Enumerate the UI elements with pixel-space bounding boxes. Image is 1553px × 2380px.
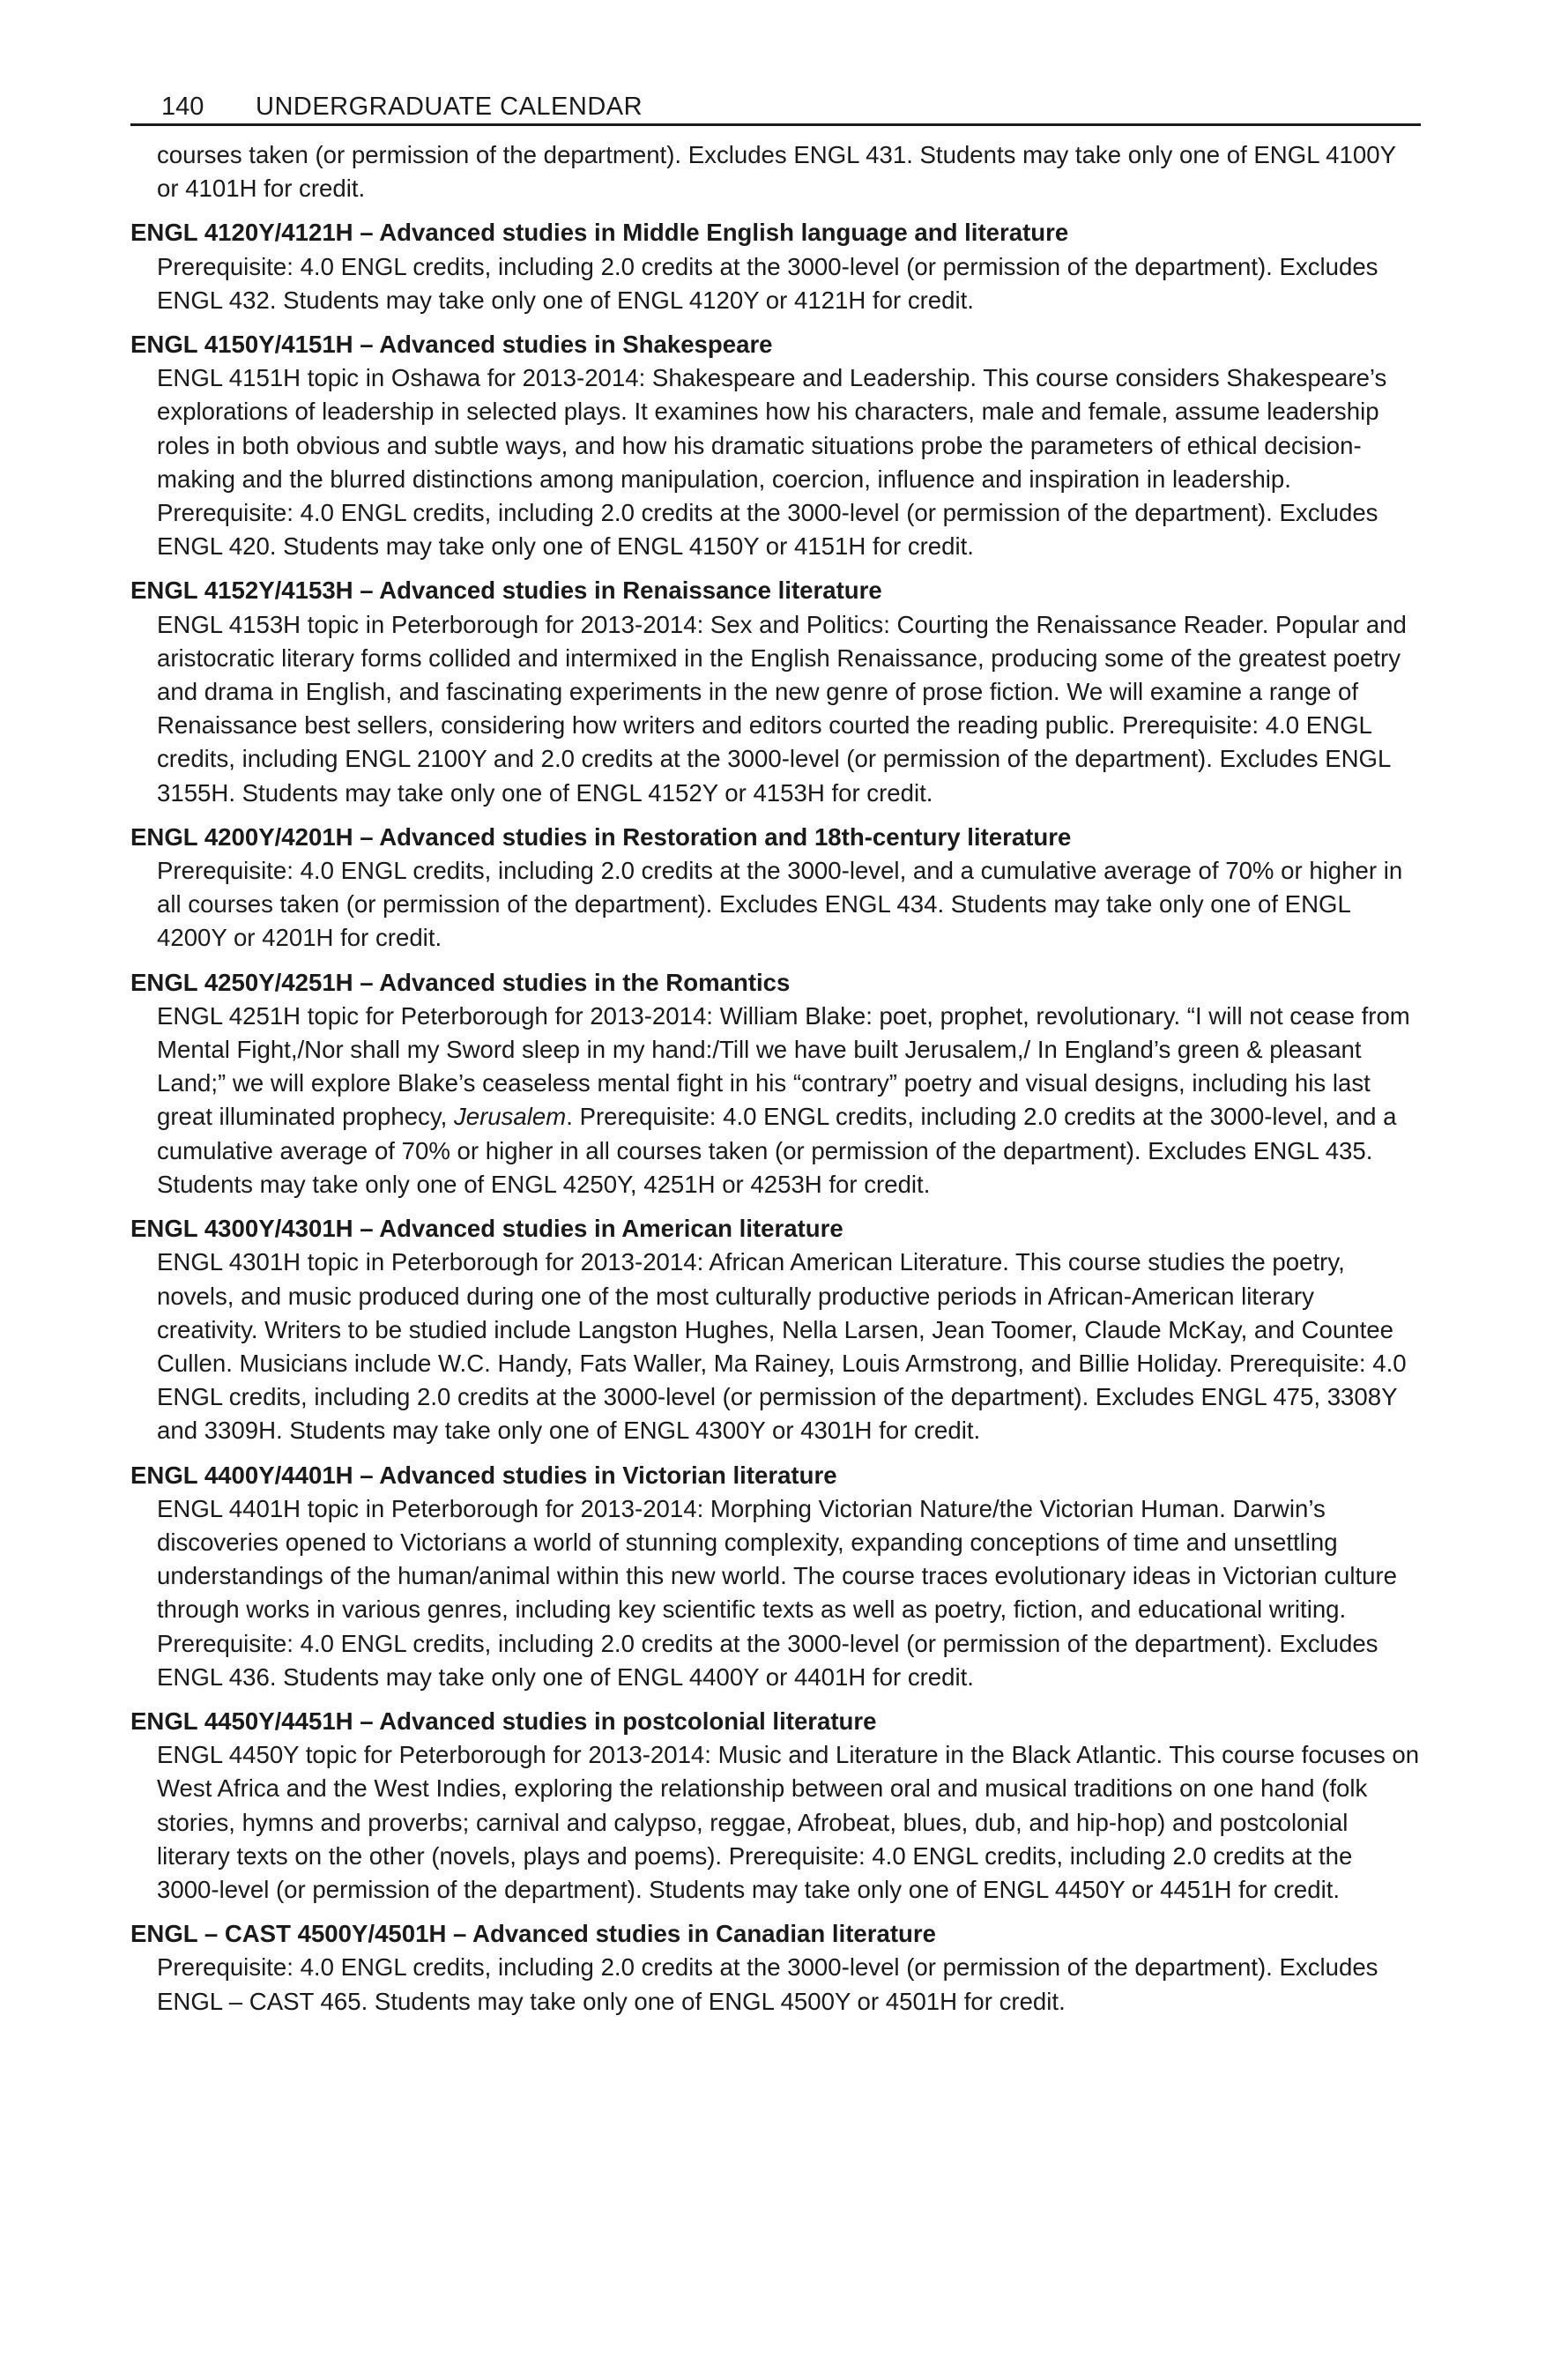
course-description: ENGL 4151H topic in Oshawa for 2013-2014: Shakespeare and Leadership. This course considers Shakespeare’s explorations of leadership in selected plays. It examines how his characters, male and female, assume leadership roles in both obvious and subtle ways, and how his dramatic situations probe the parameters of ethical decision-making and the blurred distinctions among manipulation, coercion, influence and inspiration in leadership. Prerequisite: 4.0 ENGL credits, including 2.0 credits at the 3000-level (or permission of the department). Excludes ENGL 420. Students may take only one of ENGL 4150Y or 4151H for credit. (157, 364, 1387, 561)
course-description: ENGL 4301H topic in Peterborough for 2013-2014: African American Literature. This course studies the poetry, novels, and music produced during one of the most culturally productive periods in African-American literary creativity. Writers to be studied include Langston Hughes, Nella Larsen, Jean Toomer, Claude McKay, and Countee Cullen. Musicians include W.C. Handy, Fats Waller, Ma Rainey, Louis Armstrong, and Billie Holiday. Prerequisite: 4.0 ENGL credits, including 2.0 credits at the 3000-level (or permission of the department). Excludes ENGL 475, 3308Y and 3309H. Students may take only one of ENGL 4300Y or 4301H for credit. (157, 1248, 1407, 1445)
continued-text: courses taken (or permission of the department). Excludes ENGL 431. Students may take only one of ENGL 4100Y or 4101H for credit. (157, 141, 1396, 203)
course-title: ENGL 4120Y/4121H – Advanced studies in Middle English language and literature (130, 219, 1069, 247)
course-entry (130, 966, 1421, 1201)
course-description (130, 1000, 1421, 1201)
course-description: Prerequisite: 4.0 ENGL credits, including 2.0 credits at the 3000-level, and a cumulative average of 70% or higher in all courses taken (or permission of the department). Excludes ENGL 434. Students may take only one of ENGL 4200Y or 4201H for credit. (157, 857, 1403, 952)
course-entry (130, 574, 1421, 809)
course-description: ENGL 4153H topic in Peterborough for 2013-2014: Sex and Politics: Courting the Renaissance Reader. Popular and aristocratic literary forms collided and intermixed in the English Renaissance, producing some of the greatest poetry and drama in English, and fascinating experiments in the new genre of prose fiction. We will examine a range of Renaissance best sellers, considering how writers and editors courted the reading public. Prerequisite: 4.0 ENGL credits, including ENGL 2100Y and 2.0 credits at the 3000-level (or permission of the department). Excludes ENGL 3155H. Students may take only one of ENGL 4152Y or 4153H for credit. (157, 610, 1407, 807)
description-text: . Prerequisite: 4.0 ENGL credits, including 2.0 credits at the 3000-level, and a cumulative average of 70% or higher in all courses taken (or permission of the department). Excludes ENGL 435. Students may take only one of ENGL 4250Y, 4251H or 4253H for credit. (157, 1103, 1397, 1198)
course-title: ENGL 4300Y/4301H – Advanced studies in American literature (130, 1215, 843, 1243)
italic-work-title: Jerusalem (453, 1103, 567, 1131)
course-title: ENGL 4400Y/4401H – Advanced studies in Victorian literature (130, 1461, 837, 1489)
course-description: ENGL 4450Y topic for Peterborough for 2013-2014: Music and Literature in the Black Atlantic. This course focuses on West Africa and the West Indies, exploring the relationship between oral and musical traditions on one hand (folk stories, hymns and proverbs; carnival and calypso, reggae, Afrobeat, blues, dub, and hip-hop) and postcolonial literary texts on the other (novels, plays and poems). Prerequisite: 4.0 ENGL credits, including 2.0 credits at the 3000-level (or permission of the department). Students may take only one of ENGL 4450Y or 4451H for credit. (157, 1741, 1420, 1903)
description-text: ENGL 4251H topic for Peterborough for 2013-2014: William Blake: poet, prophet, revolutionary. “I will not cease from Mental Fight,/Nor shall my Sword sleep in my hand:/Till we have built Jerusalem,/ In England’s green & pleasant Land;” we will explore Blake’s ceaseless mental fight in his “contrary” poetry and visual designs, including his last great illuminated prophecy, (157, 1001, 1410, 1131)
course-description: Prerequisite: 4.0 ENGL credits, including 2.0 credits at the 3000-level (or permission of the department). Excludes ENGL 432. Students may take only one of ENGL 4120Y or 4121H for credit. (157, 252, 1378, 314)
course-title: ENGL 4450Y/4451H – Advanced studies in postcolonial literature (130, 1707, 877, 1735)
course-entry (130, 328, 1421, 563)
running-title: UNDERGRADUATE CALENDAR (256, 93, 643, 121)
course-entry (130, 1705, 1421, 1907)
course-entry (130, 1459, 1421, 1694)
page-content (130, 138, 1421, 2019)
course-entry (130, 821, 1421, 956)
course-title: ENGL 4250Y/4251H – Advanced studies in the Romantics (130, 968, 791, 996)
course-title: ENGL – CAST 4500Y/4501H – Advanced studies in Canadian literature (130, 1920, 936, 1948)
course-title: ENGL 4150Y/4151H – Advanced studies in Shakespeare (130, 331, 773, 359)
course-entry (130, 1917, 1421, 2019)
page-number: 140 (161, 93, 204, 121)
course-title: ENGL 4152Y/4153H – Advanced studies in Renaissance literature (130, 576, 882, 605)
course-entry (130, 1212, 1421, 1447)
page-header (130, 78, 1421, 126)
course-description: ENGL 4401H topic in Peterborough for 2013-2014: Morphing Victorian Nature/the Victorian Human. Darwin’s discoveries opened to Victorians a world of stunning complexity, expanding conceptions of time and unsettling understandings of the human/animal within this new world. The course traces evolutionary ideas in Victorian culture through works in various genres, including key scientific texts as well as poetry, fiction, and educational writing. Prerequisite: 4.0 ENGL credits, including 2.0 credits at the 3000-level (or permission of the department). Excludes ENGL 436. Students may take only one of ENGL 4400Y or 4401H for credit. (157, 1494, 1398, 1691)
course-title: ENGL 4200Y/4201H – Advanced studies in Restoration and 18th-century literature (130, 822, 1072, 851)
course-entry (130, 216, 1421, 317)
calendar-page (130, 78, 1421, 2029)
course-description: Prerequisite: 4.0 ENGL credits, including 2.0 credits at the 3000-level (or permission of the department). Excludes ENGL – CAST 465. Students may take only one of ENGL 4500Y or 4501H for credit. (157, 1953, 1378, 2015)
